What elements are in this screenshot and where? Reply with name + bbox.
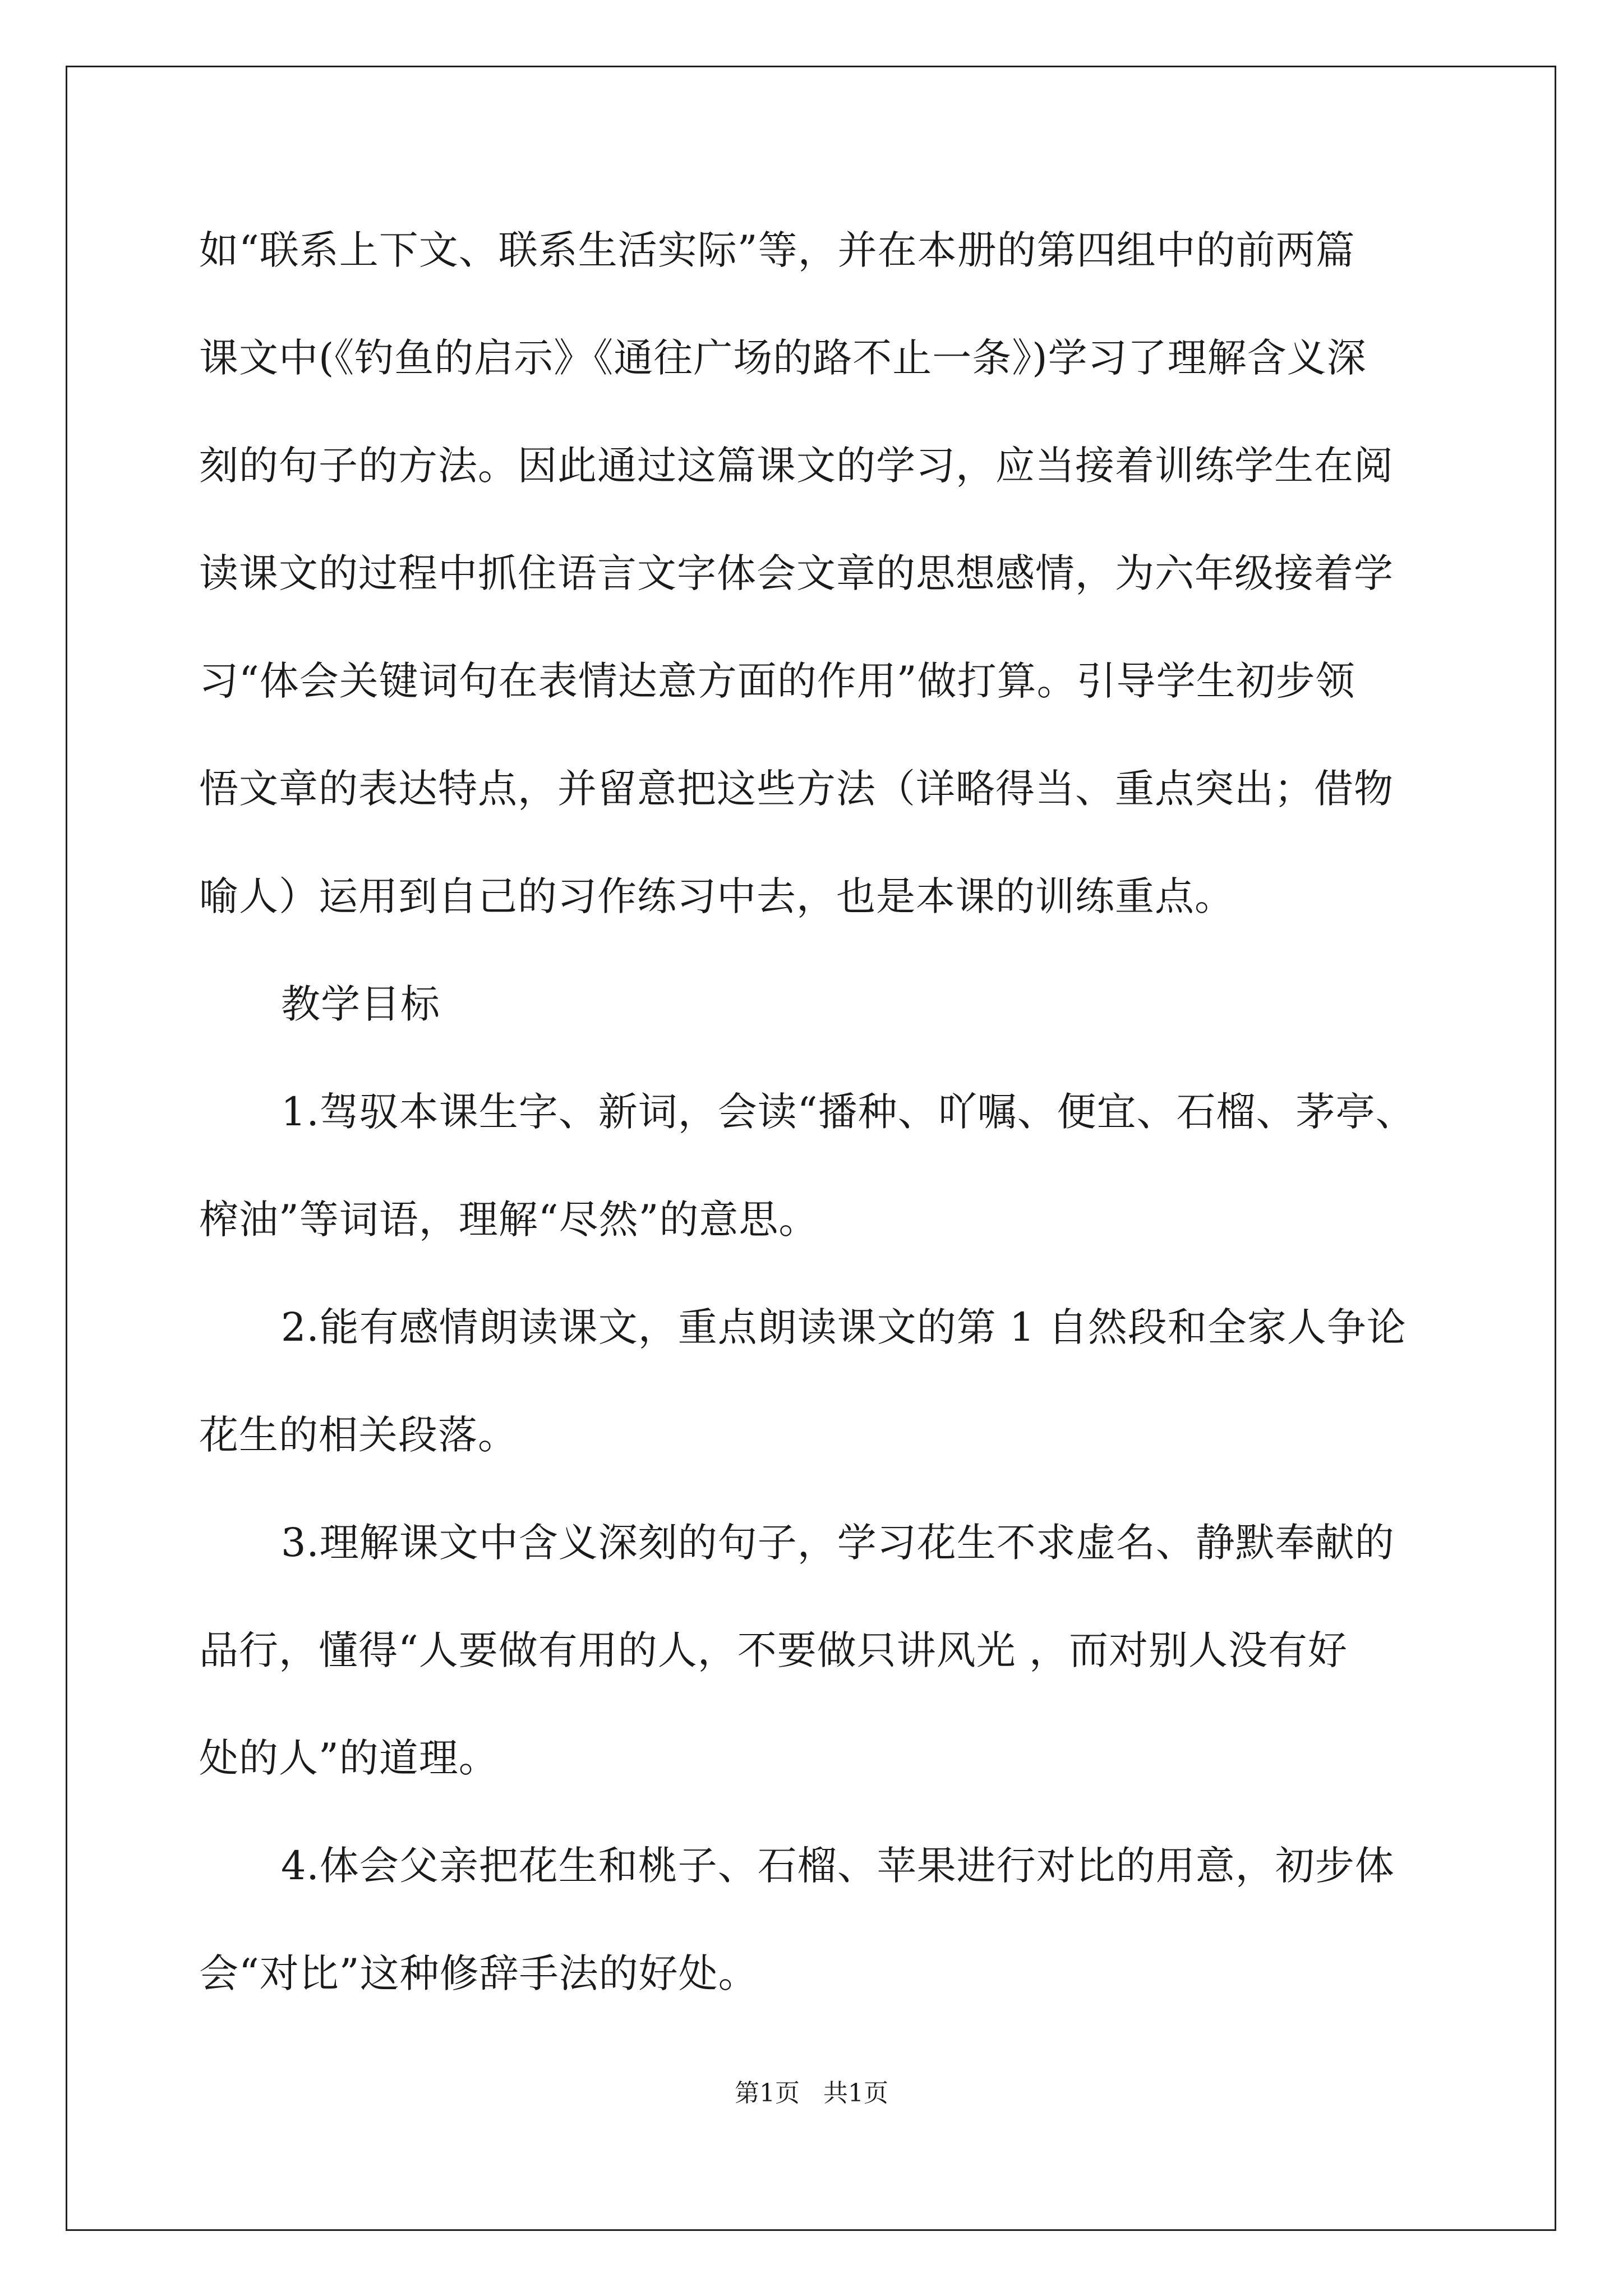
- objective-line: 4.体会父亲把花生和桃子、石榴、苹果进行对比的用意，初步体: [281, 1843, 1395, 1889]
- objective-line: 花生的相关段落。: [199, 1412, 518, 1458]
- objective-line: 榨油”等词语，理解“尽然”的意思。: [199, 1197, 819, 1243]
- paragraph-line: 刻的句子的方法。因此通过这篇课文的学习，应当接着训练学生在阅: [199, 443, 1394, 489]
- page-footer: 第1页 共1页: [735, 2079, 888, 2108]
- objective-line: 处的人”的道理。: [199, 1735, 499, 1781]
- paragraph-line: 喻人）运用到自己的习作练习中去，也是本课的训练重点。: [199, 873, 1234, 919]
- section-heading: 教学目标: [281, 981, 440, 1027]
- objective-line: 1.驾驭本课生字、新词，会读“播种、吖嘱、便宜、石榴、茅亭、: [281, 1089, 1415, 1135]
- paragraph-line: 习“体会关键词句在表情达意方面的作用”做打算。引导学生初步领: [199, 658, 1355, 704]
- objective-line: 会“对比”这种修辞手法的好处。: [199, 1950, 758, 1996]
- objective-line: 2.能有感情朗读课文，重点朗读课文的第 1 自然段和全家人争论: [281, 1304, 1407, 1350]
- paragraph-line: 悟文章的表达特点，并留意把这些方法（详略得当、重点突出；借物: [199, 766, 1394, 812]
- document-body: [199, 209, 1419, 2040]
- paragraph-line: 如“联系上下文、联系生活实际”等，并在本册的第四组中的前两篇: [199, 227, 1355, 273]
- paragraph-line: 课文中(《钓鱼的启示》《通往广场的路不止一条》)学习了理解含义深: [199, 335, 1367, 381]
- paragraph-line: 读课文的过程中抓住语言文字体会文章的思想感情，为六年级接着学: [199, 550, 1394, 596]
- objective-line: 品行，懂得“人要做有用的人，不要做只讲风光 ，而对别人没有好: [199, 1627, 1348, 1673]
- objective-line: 3.理解课文中含义深刻的句子，学习花生不求虚名、静默奉献的: [281, 1520, 1395, 1566]
